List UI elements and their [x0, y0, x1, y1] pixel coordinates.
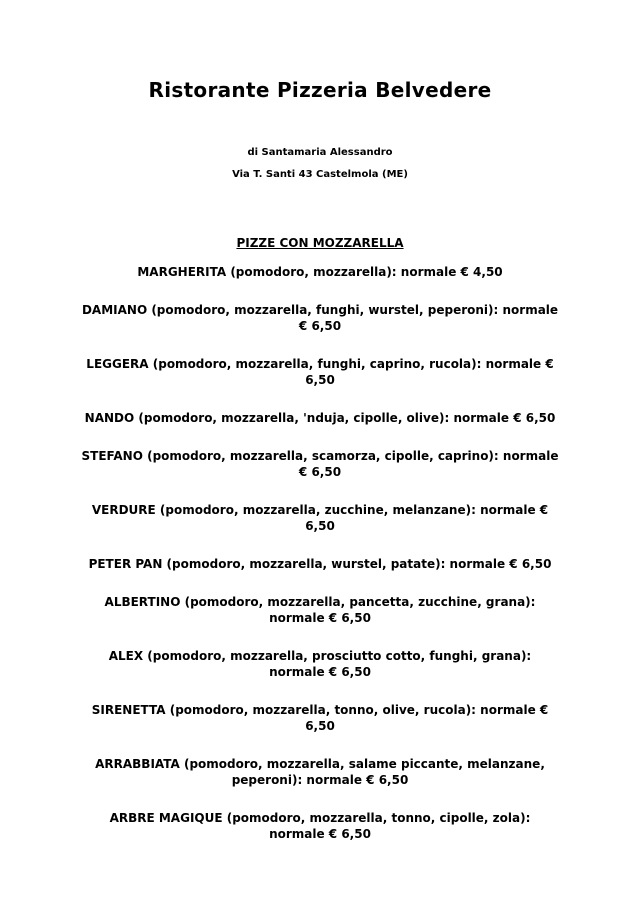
pizza-item-alex: ALEX (pomodoro, mozzarella, prosciutto cotto, funghi, grana): normale € 6,50 [108, 649, 532, 679]
pizza-list [80, 264, 560, 864]
pizza-item-peter-pan: PETER PAN (pomodoro, mozzarella, wurstel, patate): normale € 6,50 [88, 557, 552, 571]
pizza-item-verdure: VERDURE (pomodoro, mozzarella, zucchine, melanzane): normale € 6,50 [91, 503, 549, 533]
pizza-item-nando: NANDO (pomodoro, mozzarella, 'nduja, cipolle, olive): normale € 6,50 [84, 411, 556, 425]
pizza-item-albertino: ALBERTINO (pomodoro, mozzarella, pancetta, zucchine, grana): normale € 6,50 [104, 595, 536, 625]
owner-line: di Santamaria Alessandro [247, 147, 393, 158]
section-title: PIZZE CON MOZZARELLA [236, 236, 404, 250]
pizza-item-leggera: LEGGERA (pomodoro, mozzarella, funghi, caprino, rucola): normale € 6,50 [86, 357, 554, 387]
pizza-item-arbre-magique: ARBRE MAGIQUE (pomodoro, mozzarella, tonno, cipolle, zola): normale € 6,50 [109, 811, 531, 841]
pizza-item-sirenetta: SIRENETTA (pomodoro, mozzarella, tonno, olive, rucola): normale € 6,50 [91, 703, 549, 733]
address-line: Via T. Santi 43 Castelmola (ME) [232, 169, 408, 180]
pizza-item-margherita: MARGHERITA (pomodoro, mozzarella): normale € 4,50 [137, 265, 503, 279]
pizza-item-arrabbiata: ARRABBIATA (pomodoro, mozzarella, salame piccante, melanzane, peperoni): normale € 6,50 [95, 757, 545, 787]
pizza-item-damiano: DAMIANO (pomodoro, mozzarella, funghi, wurstel, peperoni): normale € 6,50 [81, 303, 559, 333]
pizza-item-stefano: STEFANO (pomodoro, mozzarella, scamorza, cipolle, caprino): normale € 6,50 [81, 449, 559, 479]
restaurant-title: Ristorante Pizzeria Belvedere [148, 78, 492, 102]
